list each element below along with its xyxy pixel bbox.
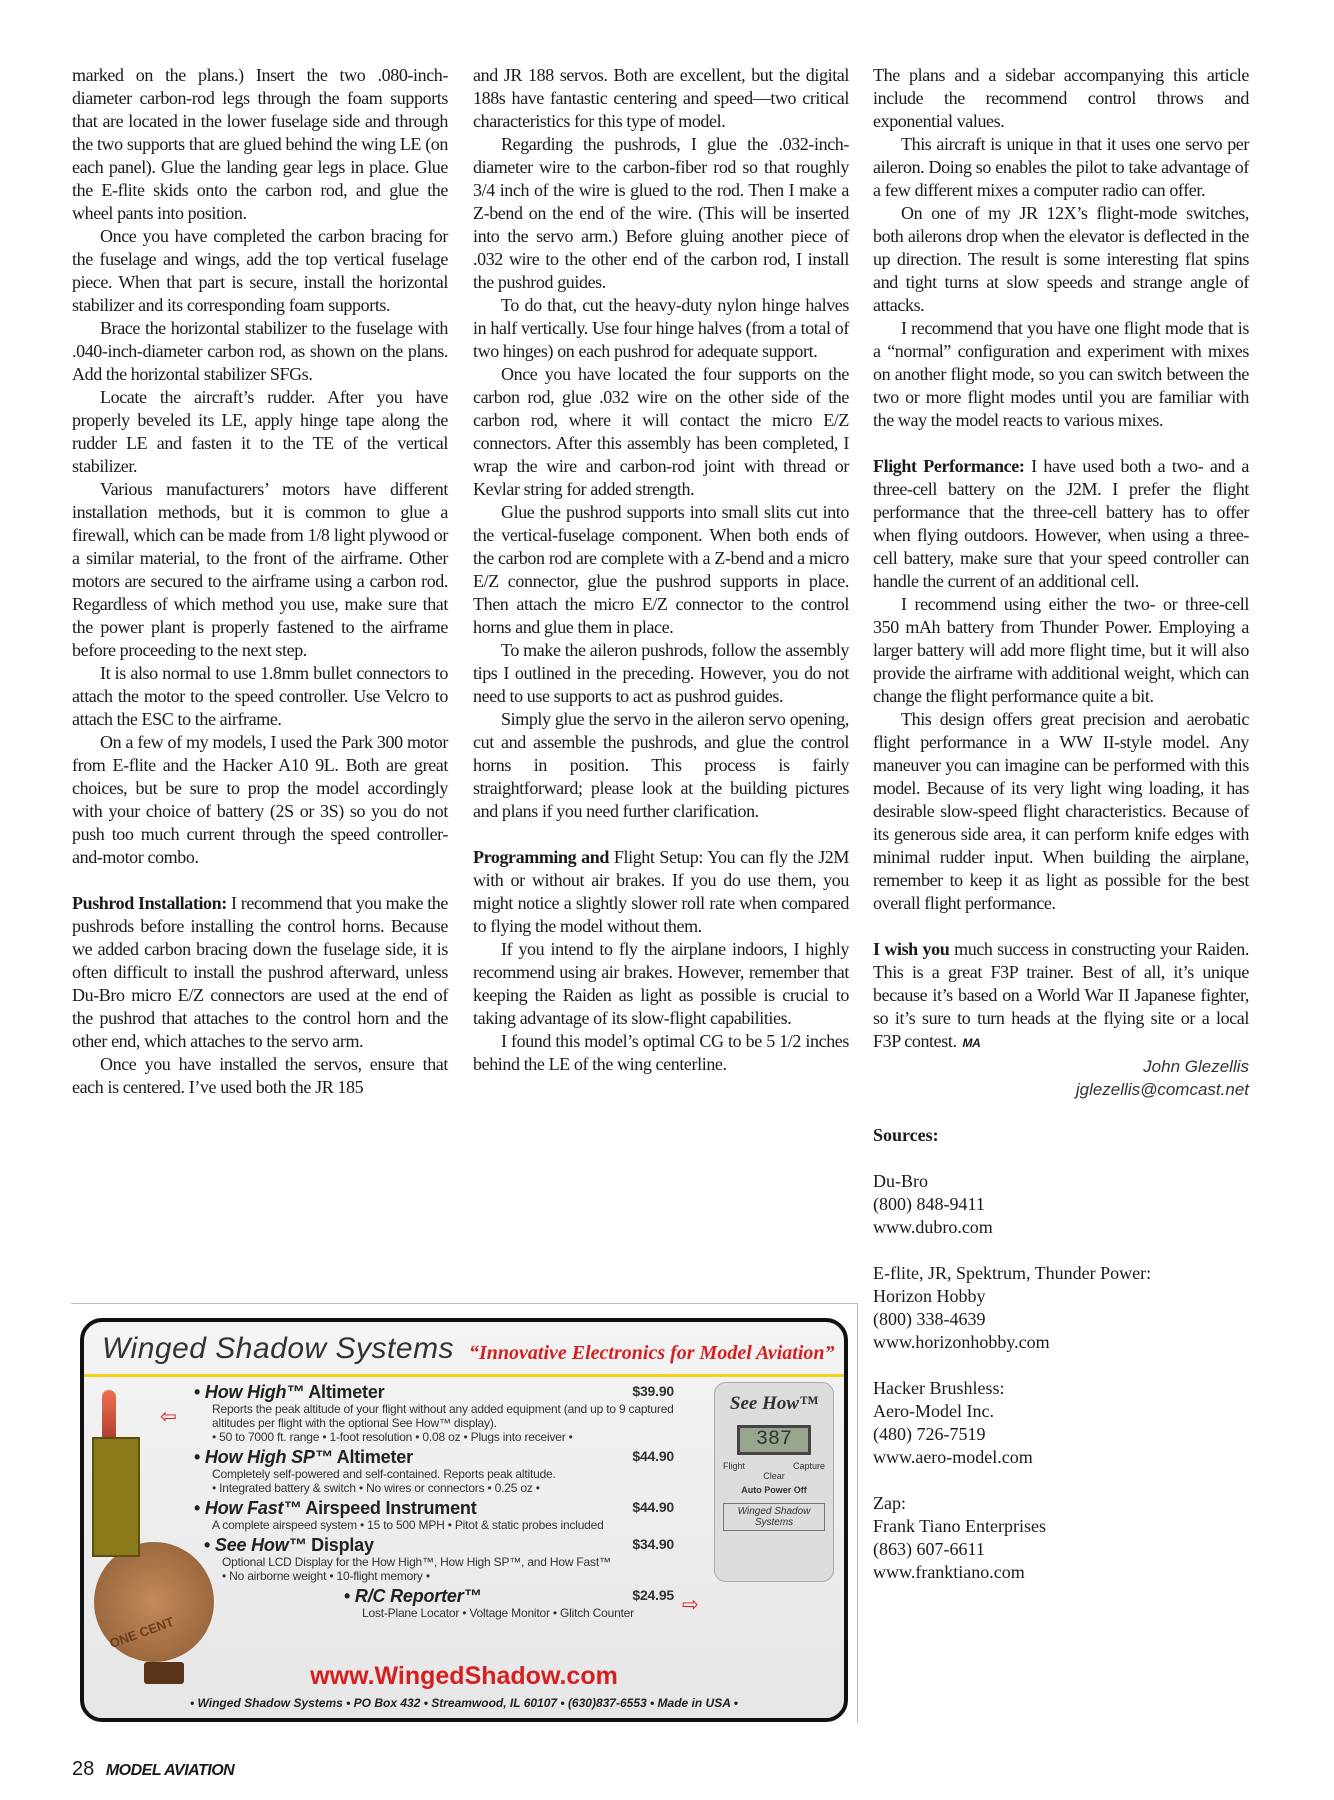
- ad-divider: [84, 1374, 844, 1377]
- device-label: Clear: [763, 1471, 785, 1481]
- ad-address: • Winged Shadow Systems • PO Box 432 • Streamwood, IL 60107 • (630)837-6553 • Made in USA •: [190, 1696, 738, 1710]
- section-lead: Programming and: [473, 847, 609, 867]
- paragraph-text: The plans and a sidebar accompanying this article include the recommend control throws and exponential values.: [873, 65, 1249, 131]
- device-label: Capture: [792, 1461, 825, 1471]
- source-entry: [873, 1377, 1249, 1469]
- magazine-logo: MODEL AVIATION: [105, 1762, 235, 1779]
- paragraph: [873, 133, 1249, 202]
- source-entry: [873, 1170, 1249, 1239]
- product-name: • How High SP™ Altimeter: [194, 1447, 413, 1467]
- ad-product: [194, 1447, 674, 1495]
- paragraph-text: Regarding the pushrods, I glue the .032-inch-diameter wire to the carbon-fiber rod so that roughly 3/4 inch of the wire is glued to the rod. Then I make a Z-bend on the end of the wire. (This will be inserted into the servo arm.) Before gluing another piece of .032 wire to the other end of the carbon rod, I install the pushrod guides.: [473, 134, 849, 292]
- source-line[interactable]: www.dubro.com: [873, 1217, 993, 1237]
- paragraph-text: I recommend that you make the pushrods before installing the control horns. Because we added carbon bracing down the fuselage side, it is often difficult to install the pushrod afterward, unless Du-Bro micro E/Z connectors are used at the end of the pushrod that attaches to the control horn and the other end, which attaches to the servo arm.: [72, 893, 448, 1051]
- paragraph: [473, 708, 849, 823]
- article-column-2: [473, 64, 849, 1076]
- ad-website-link[interactable]: www.WingedShadow.com: [310, 1662, 618, 1690]
- source-entry: [873, 1492, 1249, 1584]
- paragraph: [473, 133, 849, 294]
- section-lead: Flight Performance:: [873, 456, 1025, 476]
- paragraph: [473, 639, 849, 708]
- led-image: [102, 1390, 116, 1438]
- ad-product-list: [194, 1382, 674, 1620]
- paragraph-text: I have used both a two- and a three-cell battery on the J2M. I prefer the flight performance that the three-cell battery has to offer when flying outdoors. However, when using a three-cell battery, make sure that your speed controller can handle the current of an additional cell.: [873, 456, 1249, 591]
- paragraph-text: Once you have installed the servos, ensure that each is centered. I’ve used both the JR 185: [72, 1054, 448, 1097]
- section-paragraph: [72, 892, 448, 1053]
- lcd-reading: 387: [737, 1425, 811, 1455]
- altimeter-board-image: [92, 1437, 140, 1557]
- source-line: (863) 607-6611: [873, 1539, 985, 1559]
- device-label: Flight: [723, 1461, 746, 1471]
- source-line: E-flite, JR, Spektrum, Thunder Power:: [873, 1263, 1152, 1283]
- paragraph-text: To do that, cut the heavy-duty nylon hinge halves in half vertically. Use four hinge halves (from a total of two hinges) on each pushrod for adequate support.: [473, 295, 849, 361]
- source-line: (800) 338-4639: [873, 1309, 986, 1329]
- ad-product: [194, 1382, 674, 1444]
- section-paragraph: [473, 846, 849, 938]
- source-line: Zap:: [873, 1493, 906, 1513]
- product-description: Lost-Plane Locator • Voltage Monitor • Glitch Counter: [362, 1606, 634, 1620]
- see-how-device-image: [714, 1382, 834, 1582]
- product-name: • See How™ Display: [204, 1535, 374, 1555]
- article-column-3: [873, 64, 1249, 1607]
- paragraph-text: Locate the aircraft’s rudder. After you have properly beveled its LE, apply hinge tape along the rudder LE and fasten it to the TE of the vertical stabilizer.: [72, 387, 448, 476]
- author-email[interactable]: jglezellis@comcast.net: [1075, 1080, 1249, 1099]
- page-footer: [72, 1758, 234, 1781]
- product-description: • 50 to 7000 ft. range • 1-foot resolution • 0.08 oz • Plugs into receiver •: [212, 1430, 573, 1444]
- paragraph-text: It is also normal to use 1.8mm bullet connectors to attach the motor to the speed controller. Use Velcro to attach the ESC to the airframe.: [72, 663, 448, 729]
- paragraph-text: This aircraft is unique in that it uses one servo per aileron. Doing so enables the pilot to take advantage of a few different mixes a computer radio can offer.: [873, 134, 1249, 200]
- paragraph: [473, 938, 849, 1030]
- penny-text: ONE CENT: [107, 1613, 176, 1652]
- page-number: 28: [72, 1758, 95, 1780]
- paragraph: [873, 708, 1249, 915]
- source-line: Du-Bro: [873, 1171, 928, 1191]
- paragraph-text: much success in constructing your Raiden. This is a great F3P trainer. Best of all, it’s unique because it’s based on a World War II Japanese fighter, so it’s sure to turn heads at the flying site or a local F3P contest.: [873, 939, 1249, 1051]
- arrow-left-icon: ⇦: [160, 1406, 177, 1428]
- paragraph-text: Flight Setup: You can fly the J2M with or without air brakes. If you do use them, you might notice a slightly slower roll rate when compared to flying the model without them.: [473, 847, 850, 936]
- paragraph-text: If you intend to fly the airplane indoors, I highly recommend using air brakes. However, remember that keeping the Raiden as light as possible is crucial to taking advantage of its slow-flight capabilities.: [473, 939, 849, 1028]
- paragraph-text: Once you have located the four supports on the carbon rod, glue .032 wire on the other side of the carbon rod, where it will contact the micro E/Z connectors. After this assembly has been completed, I wrap the wire and carbon-rod joint with thread or Kevlar string for added strength.: [473, 364, 849, 499]
- product-description: Reports the peak altitude of your flight without any added equipment (and up to 9 captured altitudes per flight with the optional See How™ display).: [212, 1402, 674, 1430]
- paragraph-text: I found this model’s optimal CG to be 5 1/2 inches behind the LE of the wing centerline.: [473, 1031, 849, 1074]
- source-line: (480) 726-7519: [873, 1424, 986, 1444]
- paragraph-text: On one of my JR 12X’s flight-mode switches, both ailerons drop when the elevator is deflected in the up direction. The result is some interesting flat spins and tight turns at slow speeds and strange angle of attacks.: [873, 203, 1249, 315]
- source-line: Aero-Model Inc.: [873, 1401, 994, 1421]
- product-price: $24.95: [632, 1587, 674, 1603]
- source-line: (800) 848-9411: [873, 1194, 985, 1214]
- paragraph-text: To make the aileron pushrods, follow the assembly tips I outlined in the preceding. However, you do not need to use supports to act as pushrod guides.: [473, 640, 849, 706]
- paragraph-text: I recommend using either the two- or three-cell 350 mAh battery from Thunder Power. Employing a larger battery will add more flight time, but it will also provide the airframe with additional weight, which can change the flight performance quite a bit.: [873, 594, 1249, 706]
- section-paragraph: [873, 455, 1249, 593]
- product-price: $44.90: [632, 1499, 674, 1515]
- paragraph: [72, 317, 448, 386]
- device-title: See How™: [729, 1393, 819, 1414]
- paragraph: [873, 64, 1249, 133]
- device-label: Auto Power Off: [741, 1485, 807, 1495]
- end-mark: MA: [962, 1036, 981, 1050]
- paragraph-text: This design offers great precision and aerobatic flight performance in a WW II-style model. Any maneuver you can imagine can be performed with this model. Because of its very light wing loading, it has desirable slow-speed flight characteristics. Because of its generous side area, it can perform knife edges with minimal rudder input. When building the airplane, remember to keep it as light as possible for the best overall flight performance.: [873, 709, 1249, 913]
- divider-vertical: [857, 1303, 858, 1723]
- paragraph: [473, 501, 849, 639]
- product-name: • R/C Reporter™: [344, 1586, 482, 1606]
- paragraph-text: On a few of my models, I used the Park 300 motor from E-flite and the Hacker A10 9L. Both are great choices, but be sure to prop the model accordingly with your choice of battery (2S or 3S) so you do not push too much current through the speed controller-and-motor combo.: [72, 732, 448, 867]
- ad-slogan: “Innovative Electronics for Model Aviation”: [469, 1342, 835, 1364]
- paragraph: [473, 64, 849, 133]
- paragraph: [72, 731, 448, 869]
- product-price: $44.90: [632, 1448, 674, 1464]
- product-name: • How High™ Altimeter: [194, 1382, 385, 1402]
- section-paragraph: [873, 938, 1249, 1055]
- paragraph: [72, 64, 448, 225]
- paragraph-text: and JR 188 servos. Both are excellent, but the digital 188s have fantastic centering and speed—two critical characteristics for this type of model.: [473, 65, 849, 131]
- winged-shadow-advertisement: [80, 1318, 848, 1722]
- source-line[interactable]: www.franktiano.com: [873, 1562, 1025, 1582]
- paragraph-text: I recommend that you have one flight mode that is a “normal” configuration and experiment with mixes on another flight mode, so you can switch between the two or more flight modes until you are familiar with the way the model reacts to various mixes.: [873, 318, 1249, 430]
- product-name: • How Fast™ Airspeed Instrument: [194, 1498, 477, 1518]
- section-lead: Pushrod Installation:: [72, 893, 227, 913]
- paragraph: [72, 662, 448, 731]
- paragraph: [72, 1053, 448, 1099]
- ad-brand: Winged Shadow Systems: [102, 1332, 455, 1365]
- product-description: Completely self-powered and self-contained. Reports peak altitude.: [212, 1467, 556, 1481]
- paragraph-text: Brace the horizontal stabilizer to the fuselage with .040-inch-diameter carbon rod, as shown on the plans. Add the horizontal stabilizer SFGs.: [72, 318, 448, 384]
- author-author: John Glezellis: [1143, 1057, 1249, 1076]
- source-line: Hacker Brushless:: [873, 1378, 1005, 1398]
- source-line: Horizon Hobby: [873, 1286, 986, 1306]
- source-line: Frank Tiano Enterprises: [873, 1516, 1046, 1536]
- article-column-1: [72, 64, 448, 1099]
- paragraph-text: Once you have completed the carbon bracing for the fuselage and wings, add the top vertical fuselage piece. When that part is secure, install the horizontal stabilizer and its corresponding foam supports.: [72, 226, 448, 315]
- product-description: • No airborne weight • 10-flight memory •: [222, 1569, 430, 1583]
- paragraph: [473, 1030, 849, 1076]
- paragraph: [72, 225, 448, 317]
- paragraph-text: marked on the plans.) Insert the two .080-inch-diameter carbon-rod legs through the foam supports that are located in the lower fuselage side and through the two supports that are glued behind the wing LE (on each panel). Glue the landing gear legs in place. Glue the E-flite skids onto the carbon rod, and glue the wheel pants into position.: [72, 65, 448, 223]
- product-description: Optional LCD Display for the How High™, How High SP™, and How Fast™: [222, 1555, 611, 1569]
- paragraph-text: Various manufacturers’ motors have different installation methods, but it is common to glue a firewall, which can be made from 1/8 light plywood or a similar material, to the front of the airframe. Other motors are secured to the airframe using a carbon rod. Regardless of which method you use, make sure that the power plant is properly fastened to the airframe before proceeding to the next step.: [72, 479, 448, 660]
- ad-product: [194, 1498, 674, 1532]
- product-description: • Integrated battery & switch • No wires or connectors • 0.25 oz •: [212, 1481, 540, 1495]
- paragraph-text: Glue the pushrod supports into small slits cut into the vertical-fuselage component. When both ends of the carbon rod are complete with a Z-bend and a micro E/Z connector, glue the pushrod supports in place. Then attach the micro E/Z connector to the control horns and glue them in place.: [473, 502, 849, 637]
- section-lead: I wish you: [873, 939, 950, 959]
- device-logo: Winged Shadow Systems: [723, 1503, 825, 1531]
- ad-product: [204, 1535, 674, 1583]
- arrow-right-icon: ⇨: [682, 1594, 699, 1616]
- ad-product: [344, 1586, 674, 1620]
- paragraph: [72, 386, 448, 478]
- product-price: $39.90: [632, 1383, 674, 1399]
- paragraph-text: Simply glue the servo in the aileron servo opening, cut and assemble the pushrods, and glue the control horns in position. This process is fairly straightforward; please look at the building pictures and plans if you need further clarification.: [473, 709, 849, 821]
- source-line[interactable]: www.aero-model.com: [873, 1447, 1033, 1467]
- paragraph: [473, 363, 849, 501]
- divider-horizontal: [71, 1303, 858, 1304]
- paragraph: [873, 317, 1249, 432]
- source-entry: [873, 1262, 1249, 1354]
- paragraph: [473, 294, 849, 363]
- sources-heading: Sources:: [873, 1125, 939, 1145]
- paragraph: [72, 478, 448, 662]
- source-line[interactable]: www.horizonhobby.com: [873, 1332, 1050, 1352]
- sources-sidebar: [873, 1124, 1249, 1584]
- product-description: A complete airspeed system • 15 to 500 MPH • Pitot & static probes included: [212, 1518, 604, 1532]
- paragraph: [873, 593, 1249, 708]
- product-price: $34.90: [632, 1536, 674, 1552]
- paragraph: [873, 202, 1249, 317]
